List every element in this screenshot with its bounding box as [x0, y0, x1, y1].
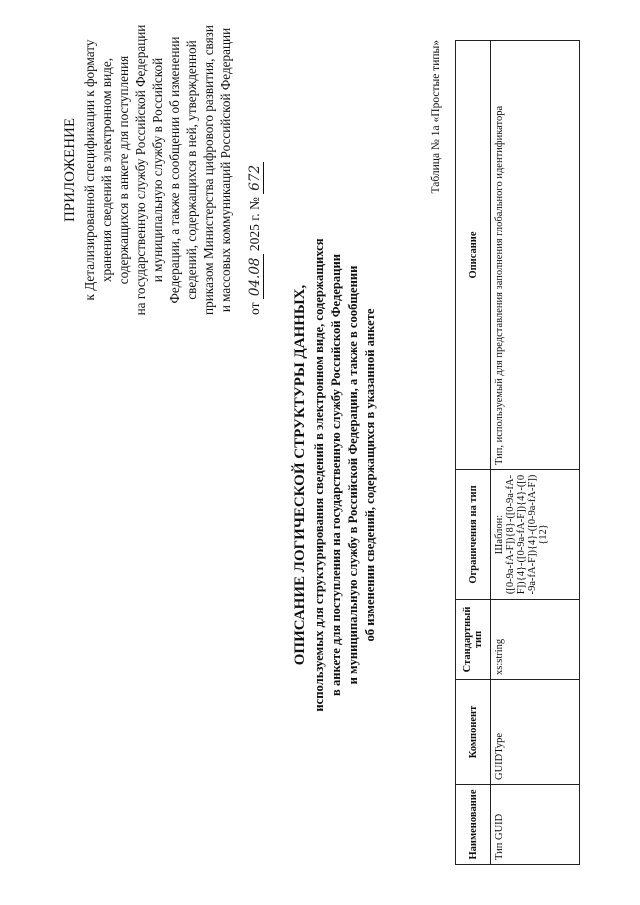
restriction-label: Шаблон: — [494, 514, 505, 555]
simple-types-table — [455, 40, 580, 865]
title-line: и муниципальную службу в Российской Федерации, а также в сообщении — [346, 265, 360, 685]
appendix-line: хранения сведений в электронном виде, — [99, 57, 114, 283]
title-line: в анкете для поступления на государственную службу Российской Федерации — [329, 254, 343, 696]
table-row — [491, 41, 580, 865]
appendix-line: сведений, содержащихся в ней, утвержденной — [184, 40, 199, 300]
order-date: 04.08 — [247, 254, 264, 299]
order-prefix: от — [247, 302, 262, 315]
appendix-line: приказом Министерства цифрового развития, связи — [201, 25, 216, 315]
table-caption: Таблица № 1а «Простые типы» — [430, 40, 442, 194]
appendix-line: содержащихся в анкете для поступления — [116, 55, 131, 285]
appendix-block — [62, 20, 234, 320]
title-main: ОПИСАНИЕ ЛОГИЧЕСКОЙ СТРУКТУРЫ ДАННЫХ, — [292, 284, 308, 666]
title-line: об изменении сведений, содержащихся в указанной анкете — [363, 308, 377, 642]
appendix-line: к Детализированной спецификации к формату — [82, 39, 97, 301]
cell-restrictions — [491, 470, 580, 600]
order-line — [247, 162, 264, 315]
title-line: используемых для структурирования сведений в электронном виде, содержащихся — [312, 238, 326, 712]
header-description: Описание — [456, 41, 491, 470]
header-component: Компонент — [456, 680, 491, 785]
order-year: 2025 г. № — [247, 197, 262, 252]
appendix-line: Федерации, а также в сообщении об изменении — [167, 36, 182, 304]
header-name: Наименование — [456, 785, 491, 865]
appendix-heading: ПРИЛОЖЕНИЕ — [62, 117, 78, 223]
order-number: 672 — [247, 162, 264, 194]
appendix-line: и муниципальную службу в Российской — [150, 57, 165, 283]
header-restrictions: Ограничения на тип — [456, 470, 491, 600]
restriction-pattern: ([0-9a-fA-F]){8}-([0-9a-fA-F]){4}-([0-9a-fA-F]){4}-([0-9a-fA-F]){4}-([0-9a-fA-F]){12} — [505, 474, 549, 595]
document-title — [292, 195, 379, 755]
cell-description: Тип, используемый для представления заполнения глобального идентификатора — [491, 41, 580, 470]
cell-component: GUIDType — [491, 680, 580, 785]
header-standard-type: Стандартный тип — [456, 600, 491, 680]
appendix-line: на государственную службу Российской Федерации — [133, 24, 148, 316]
table-header-row — [456, 41, 491, 865]
cell-name: Тип GUID — [491, 785, 580, 865]
appendix-line: и массовых коммуникаций Российской Федерации — [218, 27, 233, 313]
cell-standard-type: xs:string — [491, 600, 580, 680]
